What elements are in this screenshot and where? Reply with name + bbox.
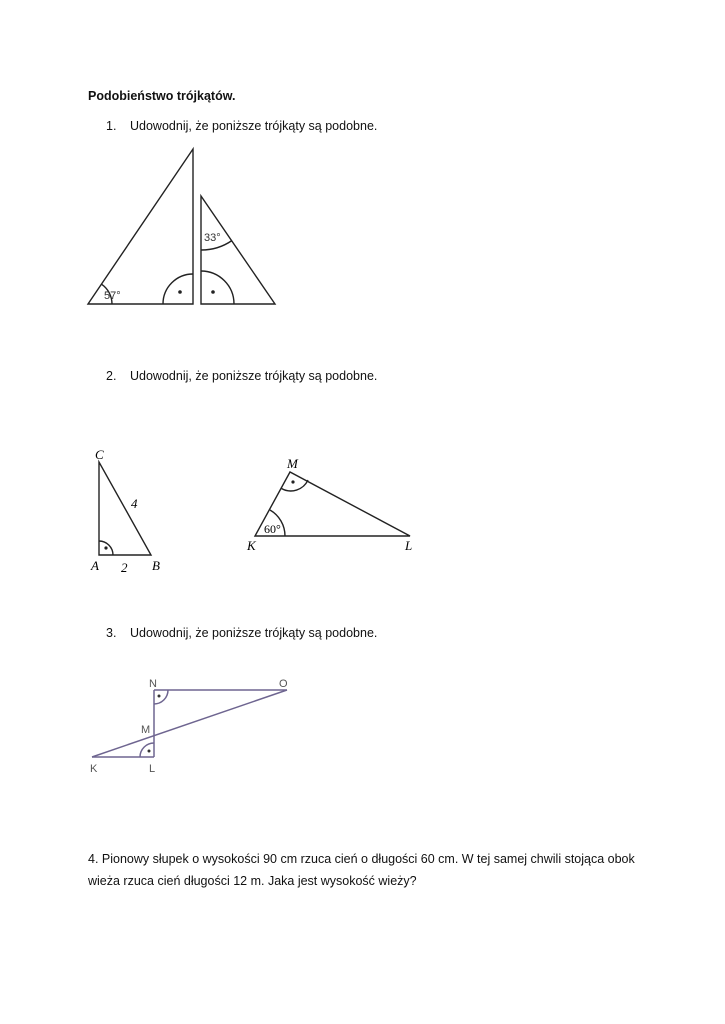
question-number: 3. — [106, 626, 117, 640]
angle-label-60: 60° — [264, 522, 281, 536]
question-text: Udowodnij, że poniższe trójkąty są podobne. — [130, 369, 378, 383]
page-title: Podobieństwo trójkątów. — [88, 89, 236, 103]
segment-ko — [92, 690, 287, 757]
vertex-label-b: B — [152, 558, 160, 573]
question-number: 2. — [106, 369, 117, 383]
vertex-label-n: N — [149, 678, 157, 690]
question-text: Udowodnij, że poniższe trójkąty są podobne. — [130, 119, 378, 133]
vertex-label-m: M — [287, 456, 298, 471]
question-number: 1. — [106, 119, 117, 133]
vertex-label-k: K — [247, 538, 256, 553]
right-angle-dot-l — [148, 750, 151, 753]
right-angle-dot-n — [158, 695, 161, 698]
vertex-label-k: K — [90, 763, 98, 775]
question-text: Udowodnij, że poniższe trójkąty są podobne. — [130, 626, 378, 640]
vertex-label-l: L — [405, 538, 413, 553]
angle-label-33: 33° — [204, 232, 221, 244]
vertex-label-a: A — [91, 558, 99, 573]
side-label-cb: 4 — [131, 496, 138, 511]
side-label-ab: 2 — [121, 560, 128, 575]
question-4: 4. Pionowy słupek o wysokości 90 cm rzuca cień o długości 60 cm. W tej samej chwili stojąca obok wieża rzuca cień długości 12 m. Jaka jest wysokość wieży? — [88, 852, 635, 888]
angle-label-57: 57° — [104, 290, 121, 302]
right-angle-arc-l — [140, 743, 154, 757]
vertex-label-o: O — [279, 678, 288, 690]
vertex-label-c: C — [95, 447, 104, 462]
right-angle-arc-n — [154, 690, 168, 704]
vertex-label-m: M — [141, 724, 151, 736]
vertex-label-l: L — [149, 763, 156, 775]
